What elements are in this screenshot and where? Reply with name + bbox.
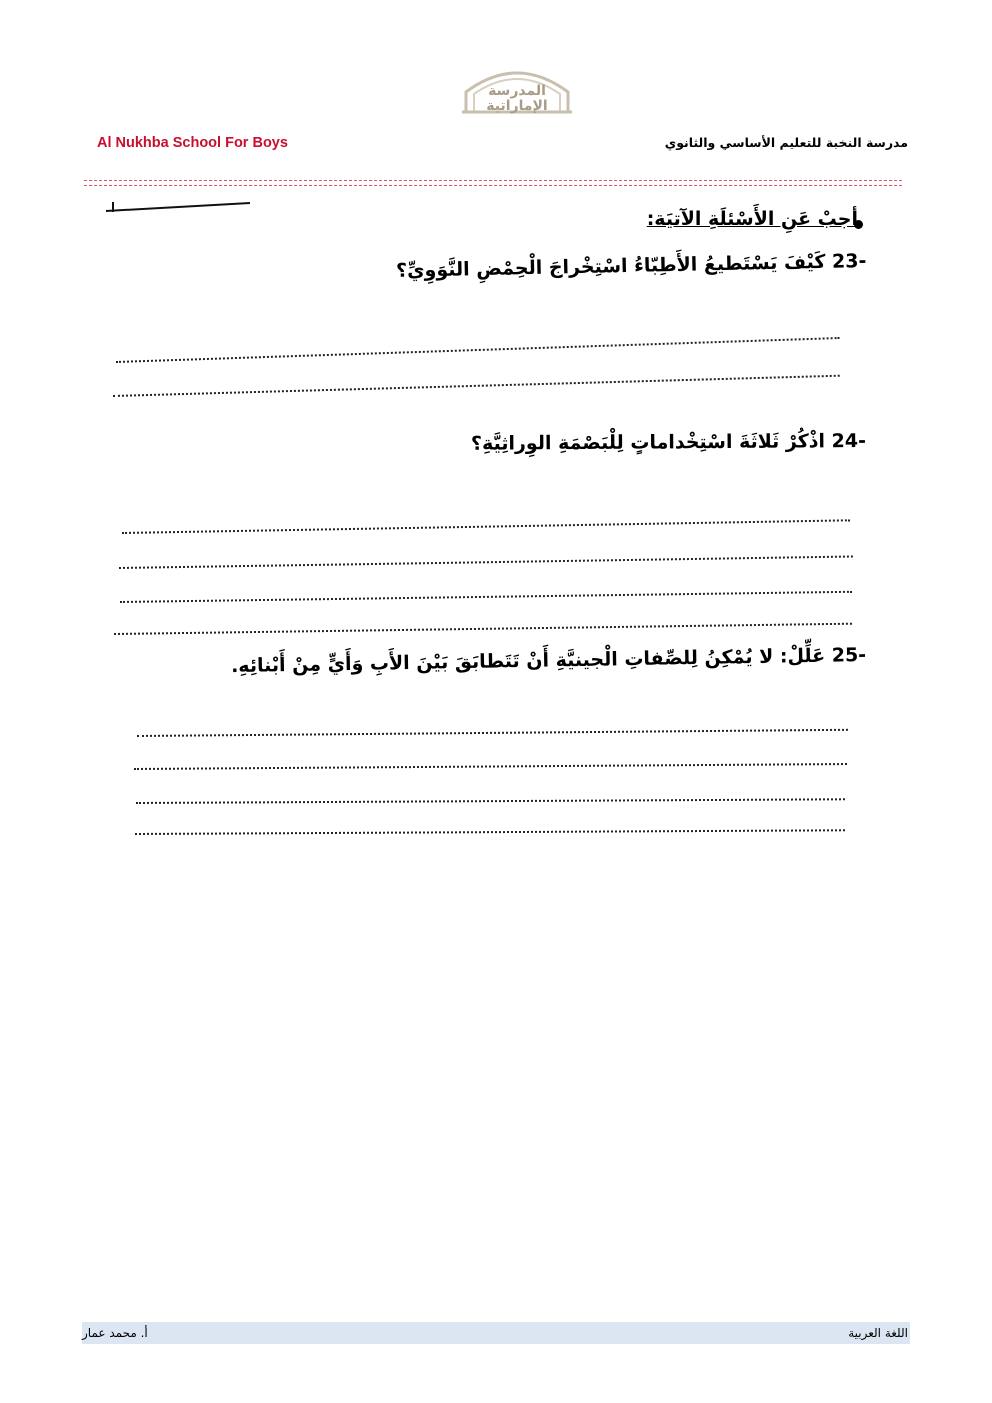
question-number: 23- xyxy=(831,250,867,273)
answer-line[interactable] xyxy=(114,623,852,635)
school-name-arabic: مدرسة النخبة للتعليم الأساسي والثانوي xyxy=(664,135,908,150)
question-text: عَلِّلْ: لا يُمْكِنُ لِلصِّفاتِ الْجينيَّةِ أَنْ تَتَطابَقَ بَيْنَ الأَبِ وَأَيٍّ مِنْ أَبْنائِهِ. xyxy=(230,644,826,678)
handwritten-score-line xyxy=(104,198,254,216)
answer-line[interactable] xyxy=(116,337,840,363)
question-text: كَيْفَ يَسْتَطيعُ الأَطِبّاءُ اسْتِخْراجَ الْحِمْضِ النَّوَوِيِّ؟ xyxy=(395,250,826,282)
school-name-english: Al Nukhba School For Boys xyxy=(97,135,288,151)
school-logo xyxy=(462,62,572,118)
question-number: 25- xyxy=(831,644,867,667)
answer-line[interactable] xyxy=(136,798,845,804)
answer-line[interactable] xyxy=(135,829,845,835)
answer-line[interactable] xyxy=(119,555,853,569)
answer-line[interactable] xyxy=(113,375,840,397)
question-number: 24- xyxy=(831,430,867,453)
answer-line[interactable] xyxy=(122,519,850,534)
answer-line[interactable] xyxy=(134,763,847,770)
logo-text-line1: المدرسة xyxy=(488,83,546,99)
answer-line[interactable] xyxy=(120,591,852,603)
section-instruction: أجبْ عَنِ الأَسْئلَةِ الآتيَة: xyxy=(646,208,858,230)
header-divider xyxy=(84,180,902,186)
question-text: اذْكُرْ ثَلاثَةَ اسْتِخْداماتٍ لِلْبَصْمَةِ الوِراثِيَّةِ؟ xyxy=(470,430,826,455)
question-24 xyxy=(471,430,866,455)
footer-teacher: أ. محمد عمار xyxy=(82,1326,148,1340)
logo-text-line2: الإماراتية xyxy=(486,98,548,114)
question-23 xyxy=(396,250,867,282)
footer-subject: اللغة العربية xyxy=(848,1326,908,1340)
footer-band xyxy=(82,1322,910,1344)
answer-line[interactable] xyxy=(137,729,848,737)
logo-text xyxy=(462,84,572,114)
question-25 xyxy=(231,644,866,677)
